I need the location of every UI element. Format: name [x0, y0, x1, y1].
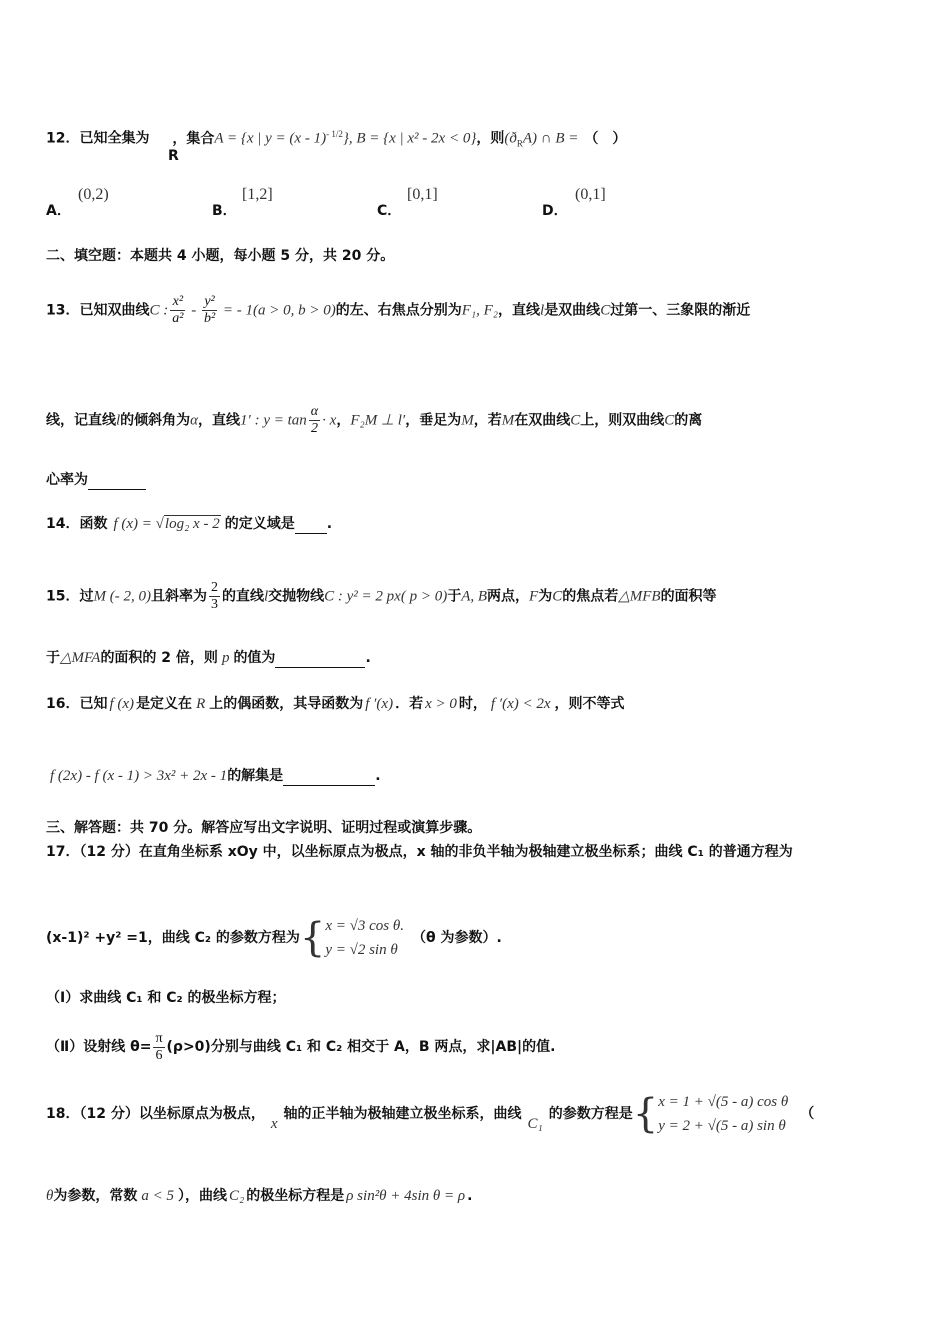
section-3-heading: 三、解答题：共 70 分。解答应写出文字说明、证明过程或演算步骤。	[46, 820, 482, 836]
left-brace-icon: {	[632, 1091, 659, 1137]
choice-d-value: (0,1]	[575, 186, 606, 203]
q12-setA: A = {x | y = (x - 1)	[214, 130, 327, 147]
q13-frac-y-den: b²	[203, 311, 216, 326]
question-15-line-2	[46, 648, 371, 668]
left-brace-icon: {	[299, 915, 326, 961]
q13-frac-x-num: x²	[170, 294, 185, 311]
choice-b-letter: B．	[212, 203, 237, 219]
q18-text-5: ），曲线	[178, 1188, 227, 1204]
q12-text: 12．已知全集为	[46, 130, 150, 147]
q16-inequality: f (2x) - f (x - 1) > 3x² + 2x - 1	[50, 768, 228, 784]
q16-text-7: 的解集是	[227, 768, 284, 784]
q13-frac-y-num: y²	[202, 294, 217, 311]
q17-text-2: （θ 为参数）.	[411, 930, 502, 946]
q18-polar: ρ sin²θ + 4sin θ = ρ	[346, 1188, 466, 1204]
q15-text-1: 15．过	[46, 588, 94, 605]
q12-expr: (ð	[504, 130, 517, 147]
q15-text-8: 的焦点若	[562, 588, 619, 605]
q17-sys-line-2: y = √2 sin θ	[325, 942, 398, 958]
question-12	[46, 124, 627, 164]
q13-text-8: ，直线	[198, 412, 241, 429]
question-18-line-1	[46, 1086, 814, 1142]
q18-C2: C₂	[229, 1188, 245, 1204]
q15-l: l	[263, 588, 269, 605]
q14-sqrt: log₂ x - 2	[164, 516, 220, 532]
q13-C-2: C	[570, 412, 581, 429]
q16-text-1: 16．已知	[46, 696, 108, 712]
q18-text-3: 的参数方程是	[548, 1106, 633, 1122]
q17-system	[325, 914, 404, 962]
q13-frac-x	[170, 294, 185, 327]
q16-text-5: 时，	[458, 696, 487, 712]
q12-setB: }, B = {x | x² - 2x < 0}	[342, 130, 477, 147]
q17-text-4: (ρ>0)分别与曲线 C₁ 和 C₂ 相交于 A，B 两点，求|AB|的值.	[166, 1039, 556, 1055]
q15-slope	[209, 580, 220, 613]
q12-paren: （ ）	[584, 130, 627, 147]
q15-text-10: 于	[46, 650, 60, 666]
q16-text-3: 上的偶函数，其导函数为	[209, 696, 364, 712]
section-2-heading: 二、填空题：本题共 4 小题，每小题 5 分，共 20 分。	[46, 248, 395, 264]
q14-period: .	[326, 516, 333, 532]
choice-a-letter: A．	[46, 203, 71, 219]
q12-exponent: - 1/2	[326, 129, 343, 139]
question-13-line-1	[46, 294, 750, 327]
question-14: 14．函数 f (x) = √log₂ x - 2 的定义域是 .	[46, 516, 333, 532]
q15-text-7: 为	[538, 588, 553, 605]
q18-C1: C₁	[527, 1116, 543, 1132]
q17-text-1: (x-1)² +y² =1，曲线 C₂ 的参数方程为	[46, 930, 300, 946]
q15-M: M (- 2, 0)	[93, 588, 151, 605]
q13-frac-alpha	[309, 404, 320, 437]
q15-slope-den: 3	[210, 597, 218, 612]
q15-tri-MFA: △MFA	[60, 650, 101, 666]
q15-tri-MFB: △MFB	[618, 588, 661, 605]
question-13-line-3	[46, 470, 146, 490]
q16-text-2: 是定义在	[136, 696, 193, 712]
q15-text-9: 的面积等	[660, 588, 717, 605]
q13-l-2: l	[116, 412, 121, 429]
choice-c-value: [0,1]	[407, 186, 438, 203]
q14-function: f (x) =	[113, 516, 156, 532]
question-16-line-1	[46, 694, 625, 714]
q13-M: M	[461, 412, 474, 429]
q13-text-2: 的左、右焦点分别为	[335, 302, 462, 319]
q18-text-6: 的极坐标方程是	[246, 1188, 345, 1204]
q15-period: .	[365, 650, 371, 666]
q15-parabola: C : y² = 2 px( p > 0)	[324, 588, 448, 605]
q13-frac-x-den: a²	[172, 311, 184, 326]
q13-text-12: 上，则双曲线	[580, 412, 665, 429]
q15-F: F	[529, 588, 539, 605]
q13-lprime: 1′ : y = tan	[240, 412, 307, 429]
q15-p: p	[221, 650, 230, 666]
q14-text-1: 14．函数	[46, 516, 108, 532]
q15-text-2: 且斜率为	[150, 588, 207, 605]
q18-text-4: 为参数，常数	[53, 1188, 138, 1204]
q13-frac-alpha-num: α	[310, 404, 319, 419]
q16-R: R	[196, 696, 206, 712]
question-16-line-2	[46, 766, 381, 786]
q18-paren: （	[800, 1106, 815, 1122]
question-18-line-2	[46, 1186, 472, 1206]
q15-text-3: 的直线	[221, 588, 264, 605]
q18-sys-line-2: y = 2 + √(5 - a) sin θ	[658, 1118, 786, 1134]
q15-text-11: 的面积的 2 倍，则	[100, 650, 218, 666]
q17-pi-frac	[153, 1031, 164, 1064]
q13-hyp-2: = - 1(a > 0, b > 0)	[219, 302, 336, 319]
question-17-part-1: （Ⅰ）求曲线 C₁ 和 C₂ 的极坐标方程；	[46, 990, 286, 1006]
q16-text-4: ．若	[395, 696, 424, 712]
q18-text-2: 轴的正半轴为极轴建立极坐标系，曲线	[283, 1106, 522, 1122]
q14-text-2: 的定义域是	[224, 516, 295, 532]
q16-fprime: f ′(x)	[365, 696, 394, 712]
q13-text-14: 心率为	[46, 472, 88, 488]
question-13-line-2: 线，记直线l的倾斜角为α，直线1′ : y = tan $\frac{\alpha}{2}$ · x，F₂M ⊥ l′，垂足为M，若M在双曲线C上，则双曲线C的离	[46, 404, 703, 436]
q13-text-1: 13．已知双曲线	[46, 302, 150, 319]
q13-text-4: 是双曲线	[544, 302, 601, 319]
q17-pi-num: π	[155, 1030, 163, 1046]
answer-blank[interactable]	[88, 475, 146, 490]
q13-frac-alpha-den: 2	[310, 421, 318, 436]
q13-text-11: 在双曲线	[514, 412, 571, 429]
q13-text-9: ，垂足为	[405, 412, 462, 429]
question-17-line-2	[46, 910, 502, 966]
choice-a-value: (0,2)	[78, 186, 109, 203]
q13-text-3: ，直线	[498, 302, 541, 319]
choice-d-letter: D．	[542, 203, 568, 219]
q16-cond: x > 0	[425, 696, 457, 712]
question-17-line-1: 17．（12 分）在直角坐标系 xOy 中，以坐标原点为极点，x 轴的非负半轴为极轴建立极坐标系；曲线 C₁ 的普通方程为	[46, 844, 793, 860]
q18-x: x	[270, 1116, 278, 1132]
q16-period: .	[375, 768, 381, 784]
answer-blank[interactable]	[283, 771, 375, 786]
q18-text-1: 18．（12 分）以坐标原点为极点，	[46, 1106, 265, 1122]
q13-text-10: ，若	[473, 412, 502, 429]
q13-l: l	[540, 302, 545, 319]
q15-text-12: 的值为	[233, 650, 276, 666]
q15-slope-num: 2	[210, 580, 218, 595]
q15-C: C	[552, 588, 563, 605]
q13-C-3: C	[664, 412, 675, 429]
answer-blank[interactable]	[275, 653, 365, 668]
q12-expr-sub: R	[516, 138, 523, 149]
q13-hyp: C :	[149, 302, 169, 319]
q18-cond: a < 5	[141, 1188, 174, 1204]
q13-text-13: 的离	[674, 412, 703, 429]
q16-text-6: ，则不等式	[554, 696, 625, 712]
q12-text-2: ，集合	[172, 130, 215, 147]
question-15-line-1	[46, 580, 717, 613]
q13-alpha: α	[190, 412, 199, 429]
q13-frac-y	[202, 294, 217, 327]
choice-c-letter: C．	[377, 203, 402, 219]
question-17-part-2	[46, 1030, 555, 1064]
q15-AB: A, B	[461, 588, 488, 605]
q18-period: .	[467, 1188, 473, 1204]
q12-text-3: ，则	[476, 130, 505, 147]
q13-foci: F₁, F₂	[461, 302, 499, 319]
q15-text-5: 于	[447, 588, 462, 605]
choice-b-value: [1,2]	[242, 186, 273, 203]
q18-system	[658, 1090, 788, 1138]
q13-text-6: 线，记直线	[46, 412, 116, 429]
q16-fx: f (x)	[109, 696, 135, 712]
q13-minus: -	[187, 302, 200, 319]
q12-expr-2: A) ∩ B =	[522, 130, 579, 147]
q13-lprime-2: · x	[322, 412, 337, 429]
q18-theta: θ	[46, 1188, 54, 1204]
q18-sys-line-1: x = 1 + √(5 - a) cos θ	[658, 1094, 789, 1110]
q17-pi-den: 6	[155, 1047, 163, 1063]
q13-perp: F₂M ⊥ l′	[350, 412, 406, 429]
q17-text-3: （Ⅱ）设射线 θ=	[46, 1039, 152, 1055]
q13-text-5: 过第一、三象限的渐近	[610, 302, 751, 319]
q13-M-2: M	[501, 412, 515, 429]
q12-R: R	[168, 148, 179, 164]
q16-ineq: f ′(x) < 2x	[490, 696, 551, 712]
q17-sys-line-1: x = √3 cos θ.	[325, 918, 404, 934]
answer-blank[interactable]	[295, 519, 327, 534]
q13-text-7: 的倾斜角为	[120, 412, 191, 429]
q15-text-6: 两点，	[487, 588, 530, 605]
q13-C: C	[600, 302, 611, 319]
q15-text-4: 交抛物线	[268, 588, 325, 605]
